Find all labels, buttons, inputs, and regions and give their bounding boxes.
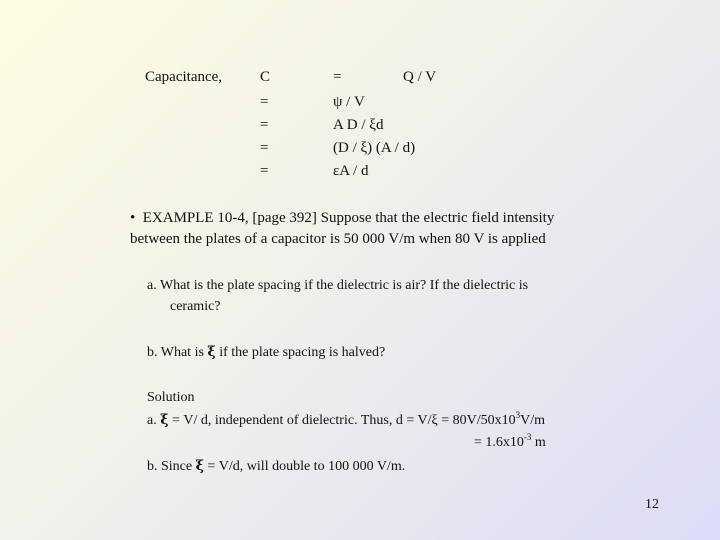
- bullet-icon: •: [130, 210, 136, 226]
- xi-symbol: ξ: [207, 344, 216, 360]
- question-a-line-1: a. What is the plate spacing if the dielectric is air? If the dielectric is: [147, 278, 529, 293]
- formula-d-xi-a-d: (D / ξ) (A / d): [333, 140, 416, 156]
- question-a-line-2: ceramic?: [170, 299, 221, 314]
- equals-sign: =: [260, 117, 269, 133]
- formula-ad-over-xid: A D / ξd: [333, 117, 384, 133]
- question-b: b. What is ξ if the plate spacing is halved?: [147, 344, 386, 360]
- equals-sign: =: [260, 163, 269, 179]
- formula-psi-over-v: ψ / V: [333, 94, 365, 110]
- formula-epsilon-a-over-d: εA / d: [333, 163, 369, 179]
- formula-q-over-v: Q / V: [403, 69, 437, 85]
- solution-a: a. ξ = V/ d, independent of dielectric. Thus, $d = V/\xi = 80V/50x10^3V/m$: [147, 410, 545, 428]
- page-number: 12: [645, 497, 659, 512]
- capacitance-label: Capacitance,: [145, 69, 223, 85]
- xi-symbol: ξ: [160, 412, 169, 428]
- question-a: [147, 275, 528, 317]
- equals-sign: =: [260, 140, 269, 156]
- xi-symbol: ξ: [195, 458, 204, 474]
- capacitance-symbol: C: [260, 69, 271, 85]
- equals-sign: =: [333, 69, 342, 85]
- solution-a-result: = $1.6x10^{-3}$ m: [474, 432, 546, 450]
- example-line-2: between the plates of a capacitor is 50 000 V/m when 80 V is applied: [130, 231, 546, 247]
- solution-b: b. Since ξ = V/d, will double to 100 000 V/m.: [147, 458, 406, 474]
- equals-sign: =: [260, 94, 269, 110]
- solution-heading: Solution: [147, 390, 195, 405]
- example-line-1: EXAMPLE 10-4, [page 392] Suppose that the electric field intensity: [142, 210, 555, 226]
- example-statement: [130, 208, 554, 250]
